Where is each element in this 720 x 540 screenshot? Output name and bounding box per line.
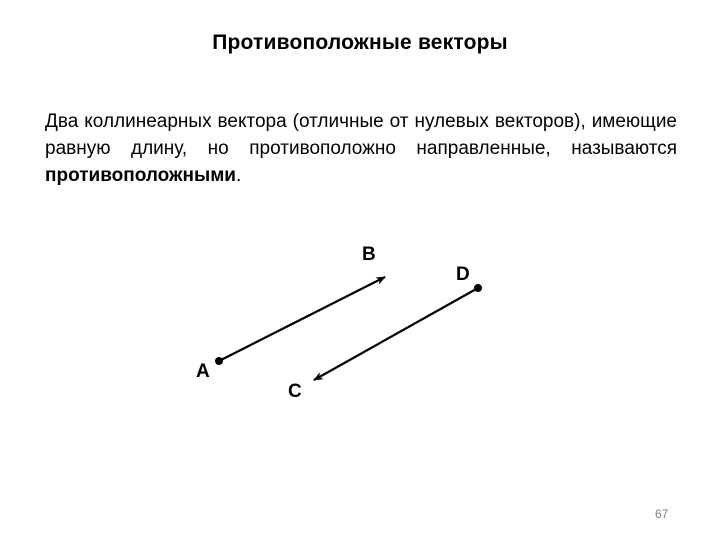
definition-text-before: Два коллинеарных вектора (отличные от нулевых векторов), имеющие равную длину, но противоположно направленные, называются <box>45 111 677 159</box>
slide-title: Противоположные векторы <box>212 31 508 54</box>
vector-ab-arrow <box>219 277 385 361</box>
definition-term: противоположными <box>45 165 236 186</box>
point-d-label: D <box>456 264 470 285</box>
point-a-dot <box>215 357 223 365</box>
page-number: 67 <box>655 507 669 521</box>
point-a-label: A <box>196 361 210 382</box>
point-b-label: B <box>362 244 376 265</box>
point-d-dot <box>474 284 482 292</box>
vector-dc-arrow <box>314 288 478 380</box>
definition-text-after: . <box>235 165 242 186</box>
point-c-label: C <box>288 381 302 402</box>
